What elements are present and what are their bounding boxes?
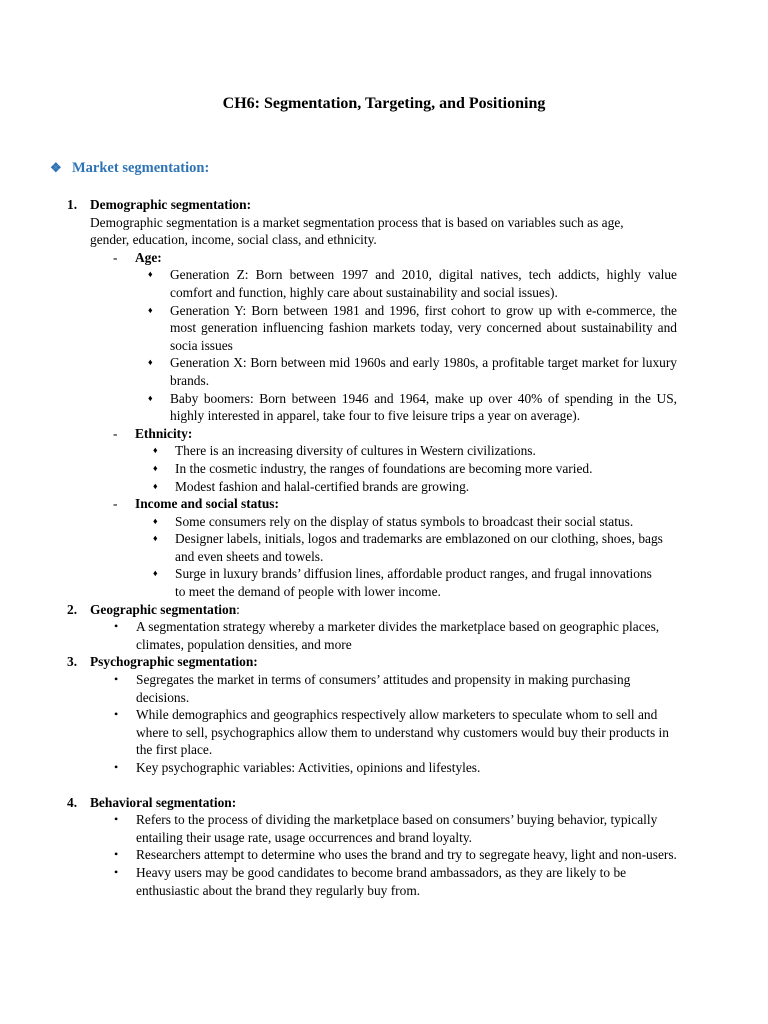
item-heading-suffix: :	[236, 601, 240, 617]
bullet-text: Some consumers rely on the display of status symbols to broadcast their social status.	[175, 513, 634, 529]
bullet-icon: •	[114, 760, 119, 774]
list-item	[0, 478, 768, 496]
diamond-bullet-icon: ♦	[153, 533, 158, 544]
dash-marker: -	[113, 425, 118, 441]
item-heading: Demographic segmentation:	[90, 197, 252, 212]
list-item	[0, 706, 768, 759]
diamond-bullet-icon: ♦	[148, 357, 153, 368]
list-item-demographic	[0, 196, 768, 601]
bullet-text: Key psychographic variables: Activities, opinions and lifestyles.	[136, 760, 481, 775]
diamond-bullet-icon: ♦	[148, 304, 153, 315]
bullet-icon: •	[114, 812, 119, 827]
spacer	[0, 777, 768, 794]
page-title: CH6: Segmentation, Targeting, and Positioning	[222, 95, 546, 112]
bullet-text: Refers to the process of dividing the marketplace based on consumers’ buying behavior, typically entailing their usage rate, usage occurrences and brand loyalty.	[136, 812, 658, 845]
list-item	[0, 354, 768, 389]
list-item	[0, 846, 768, 864]
bullet-text: Modest fashion and halal-certified brands are growing.	[175, 478, 470, 494]
list-item	[0, 671, 768, 706]
bullet-text: Surge in luxury brands’ diffusion lines, affordable product ranges, and frugal innovations to meet the demand of people with lower income.	[175, 566, 652, 600]
item-heading: Psychographic segmentation:	[90, 654, 258, 670]
list-item	[0, 530, 768, 565]
diamond-bullet-icon: ♦	[153, 462, 158, 473]
diamond-bullet-icon: ♦	[148, 269, 153, 280]
bullet-text: While demographics and geographics respectively allow marketers to speculate whom to sell and where to sell, psychographics allow them to understand why customers would buy their products in the first place.	[136, 707, 669, 758]
subgroup-label: Ethnicity:	[135, 425, 193, 441]
bullet-text: Designer labels, initials, logos and trademarks are emblazoned on our clothing, shoes, bags and even sheets and towels.	[175, 531, 663, 564]
list-item	[0, 513, 768, 531]
list-item-psychographic	[0, 653, 768, 776]
section-heading-label: Market segmentation:	[72, 160, 210, 176]
bullet-icon: •	[114, 672, 119, 687]
bullet-text: Segregates the market in terms of consumers’ attitudes and propensity in making purchasing decisions.	[136, 672, 631, 705]
item-heading: Behavioral segmentation:	[90, 794, 237, 810]
list-item	[0, 811, 768, 846]
item-heading-text: Geographic segmentation	[90, 601, 237, 617]
subgroup-income	[0, 495, 768, 513]
list-item-behavioral	[0, 794, 768, 900]
list-number: 3.	[67, 654, 78, 670]
list-item	[0, 266, 768, 301]
document-body	[0, 196, 768, 899]
bullet-icon: •	[114, 864, 119, 879]
list-number: 1.	[67, 197, 78, 212]
dash-marker: -	[113, 249, 118, 265]
diamond-bullet-icon: ♦	[153, 445, 158, 456]
list-item	[0, 302, 768, 355]
bullet-text: Generation X: Born between mid 1960s and early 1980s, a profitable target market for luxury brands.	[170, 355, 677, 388]
bullet-text: Generation Y: Born between 1981 and 1996, first cohort to grow up with e-commerce, the most generation influencing fashion markets today, very concerned about sustainability and socia issues	[170, 302, 677, 353]
bullet-text: There is an increasing diversity of cultures in Western civilizations.	[175, 443, 536, 459]
bullet-text: A segmentation strategy whereby a marketer divides the marketplace based on geographic places, climates, population densities, and more	[136, 619, 660, 652]
list-item	[0, 618, 768, 653]
diamond-bullet-icon: ♦	[148, 392, 153, 403]
bullet-icon: •	[114, 619, 119, 634]
subgroup-age	[0, 249, 768, 267]
list-number: 4.	[67, 794, 78, 810]
list-number: 2.	[67, 601, 78, 617]
list-item	[0, 759, 768, 777]
diamond-bullet-icon: ♦	[153, 568, 158, 579]
bullet-icon: •	[114, 707, 119, 722]
subgroup-label: Age:	[135, 249, 162, 265]
list-item	[0, 442, 768, 460]
section-heading	[50, 158, 209, 178]
item-intro: Demographic segmentation is a market segmentation process that is based on variables such as age, gender, education, income, social class, and ethnicity.	[90, 214, 624, 248]
bullet-text: Generation Z: Born between 1997 and 2010, digital natives, tech addicts, highly value comfort and function, highly care about sustainability and social issues).	[170, 267, 677, 300]
list-item	[0, 390, 768, 425]
diamond-bullet-icon: ❖	[50, 160, 62, 175]
subgroup-ethnicity	[0, 425, 768, 443]
list-item	[0, 460, 768, 478]
item-heading	[90, 601, 768, 619]
bullet-text: Baby boomers: Born between 1946 and 1964, make up over 40% of spending in the US, highly interested in apparel, take four to five leisure trips a year on average).	[170, 390, 677, 424]
diamond-bullet-icon: ♦	[153, 480, 158, 491]
list-item	[0, 565, 768, 600]
subgroup-label: Income and social status:	[135, 496, 279, 512]
bullet-icon: •	[114, 847, 119, 862]
list-item-geographic	[0, 601, 768, 654]
bullet-text: Heavy users may be good candidates to become brand ambassadors, as they are likely to be enthusiastic about the brand they regularly buy from.	[136, 864, 627, 898]
bullet-text: Researchers attempt to determine who uses the brand and try to segregate heavy, light and non-users.	[136, 847, 677, 863]
dash-marker: -	[113, 496, 118, 512]
diamond-bullet-icon: ♦	[153, 515, 158, 526]
bullet-text: In the cosmetic industry, the ranges of foundations are becoming more varied.	[175, 460, 593, 476]
list-item	[0, 864, 768, 899]
